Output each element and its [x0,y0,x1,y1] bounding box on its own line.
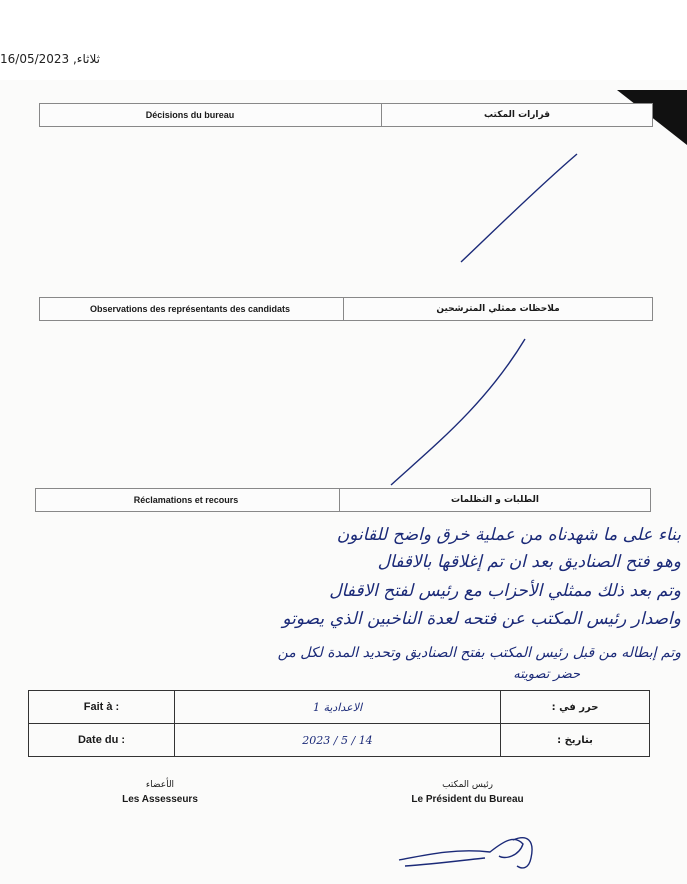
section-header-decisions [39,103,653,127]
cross-out-stroke-1 [455,150,585,270]
section-title-ar: الطلبات و التظلمات [451,495,539,505]
section-title-fr: Réclamations et recours [133,495,239,505]
handwritten-line-2: وهو فتح الصناديق بعد ان تم إغلاقها بالاقفال [377,552,681,572]
header-date: ثلاثاء, 16/05/2023 [0,52,100,66]
president-fr: Le Président du Bureau [411,794,524,805]
row-date-du [29,724,650,757]
president-signature-scribble [395,830,545,875]
handwritten-line-5: وتم إبطاله من قبل رئيس المكتب بفتح الصناديق وتحديد المدة لكل من [277,645,681,661]
row-fait-a [29,691,650,724]
handwritten-line-1: بناء على ما شهدناه من عملية خرق واضح للقانون [336,525,681,545]
president-ar: رئيس المكتب [442,780,493,790]
cross-out-stroke-2 [385,335,535,490]
date-du-label: Date du : [29,724,175,757]
assessors-fr: Les Assesseurs [122,794,198,805]
fait-a-label: Fait à : [29,691,175,724]
fait-a-ar-label: حرر في : [501,691,650,724]
place-date-table [28,690,650,757]
handwritten-line-3: وتم بعد ذلك ممثلي الأحزاب مع رئيس لفتح الاقفال [329,581,681,601]
handwritten-line-4: واصدار رئيس المكتب عن فتحه لعدة الناخبين الذي يصوتو [282,609,681,629]
signature-president [385,780,550,805]
section-title-ar: ملاحظات ممثلي المترشحين [436,304,560,314]
date-du-ar-label: بتاريخ : [501,724,650,757]
section-title-fr: Décisions du bureau [145,110,235,120]
fait-a-value: الاعدادية 1 [175,691,501,724]
section-header-reclamations [35,488,651,512]
section-title-fr: Observations des représentants des candidats [89,304,291,314]
signature-assessors [95,780,225,805]
section-title-ar: قرارات المكتب [484,110,550,120]
date-du-value: 2023 / 5 / 14 [175,724,501,757]
section-header-observations [39,297,653,321]
assessors-ar: الأعضاء [145,780,175,790]
handwritten-line-6: حضر تصويته [513,667,580,682]
